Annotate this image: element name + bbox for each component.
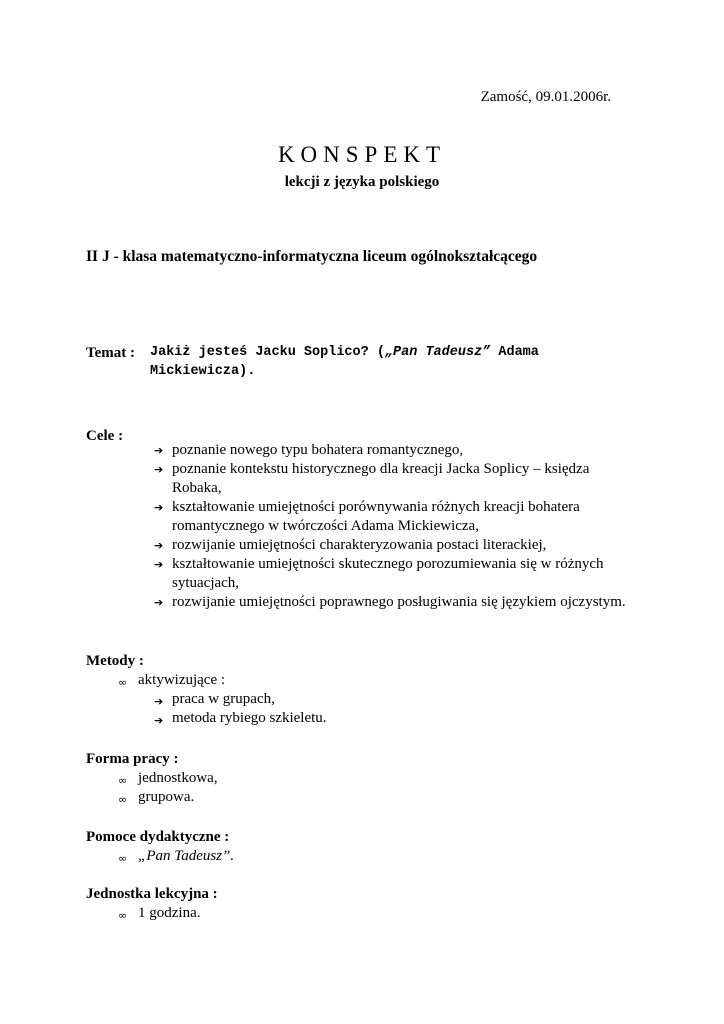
- pomoce-heading: Pomoce dydaktyczne :: [86, 829, 230, 845]
- arrow-right-icon: ➔: [154, 539, 164, 552]
- arrow-right-icon: ➔: [154, 596, 164, 609]
- arrow-right-icon: ➔: [154, 558, 164, 571]
- list-item-text: poznanie nowego typu bohatera romantycznego,: [172, 442, 464, 458]
- temat-label: Temat :: [86, 345, 136, 361]
- list-item-text: rozwijanie umiejętności charakteryzowania postaci literackiej,: [172, 537, 547, 553]
- list-item: [154, 460, 642, 498]
- infinity-bullet-icon: ∞: [118, 909, 128, 922]
- infinity-bullet-icon: ∞: [118, 676, 128, 689]
- arrow-right-icon: ➔: [154, 501, 164, 514]
- document-title: KONSPEKT: [277, 142, 447, 167]
- temat-work-title: „Pan Tadeusz”: [384, 345, 491, 360]
- list-item: [154, 536, 642, 555]
- temat-text: [150, 343, 620, 381]
- infinity-bullet-icon: ∞: [118, 852, 128, 865]
- document-date: Zamość, 09.01.2006r.: [480, 89, 611, 105]
- arrow-right-icon: ➔: [154, 714, 164, 727]
- metody-heading: Metody :: [86, 653, 144, 669]
- infinity-bullet-icon: ∞: [118, 774, 128, 787]
- list-item-text: poznanie kontekstu historycznego dla kreacji Jacka Soplicy – księdza Robaka,: [172, 461, 590, 496]
- list-item: [154, 555, 642, 593]
- forma-item: jednostkowa,: [138, 770, 218, 786]
- jednostka-heading: Jednostka lekcyjna :: [86, 886, 218, 902]
- pomoce-item: „Pan Tadeusz”.: [138, 848, 235, 864]
- temat-part-1: Jakiż jesteś Jacku Soplico? (: [150, 345, 385, 360]
- metody-group-label: aktywizujące :: [138, 672, 226, 688]
- arrow-right-icon: ➔: [154, 463, 164, 476]
- list-item-text: kształtowanie umiejętności porównywania różnych kreacji bohatera romantycznego w twórczości Adama Mickiewicza,: [172, 499, 580, 534]
- arrow-right-icon: ➔: [154, 695, 164, 708]
- list-item: [154, 593, 642, 612]
- metody-item: metoda rybiego szkieletu.: [172, 710, 327, 726]
- list-item-text: rozwijanie umiejętności poprawnego posługiwania się językiem ojczystym.: [172, 594, 626, 610]
- class-line: II J - klasa matematyczno-informatyczna liceum ogólnokształcącego: [86, 248, 538, 265]
- forma-item: grupowa.: [138, 789, 195, 805]
- forma-heading: Forma pracy :: [86, 751, 179, 767]
- list-item: [154, 498, 642, 536]
- list-item-text: kształtowanie umiejętności skutecznego porozumiewania się w różnych sytuacjach,: [172, 556, 604, 591]
- temat-part-3: Adama Mickiewicza).: [150, 345, 539, 379]
- infinity-bullet-icon: ∞: [118, 793, 128, 806]
- arrow-right-icon: ➔: [154, 444, 164, 457]
- document-subtitle: lekcji z języka polskiego: [284, 174, 440, 190]
- metody-item: praca w grupach,: [172, 691, 275, 707]
- cele-heading: Cele :: [86, 428, 124, 444]
- cele-list: [154, 441, 642, 612]
- jednostka-item: 1 godzina.: [138, 905, 201, 921]
- list-item: [154, 441, 642, 460]
